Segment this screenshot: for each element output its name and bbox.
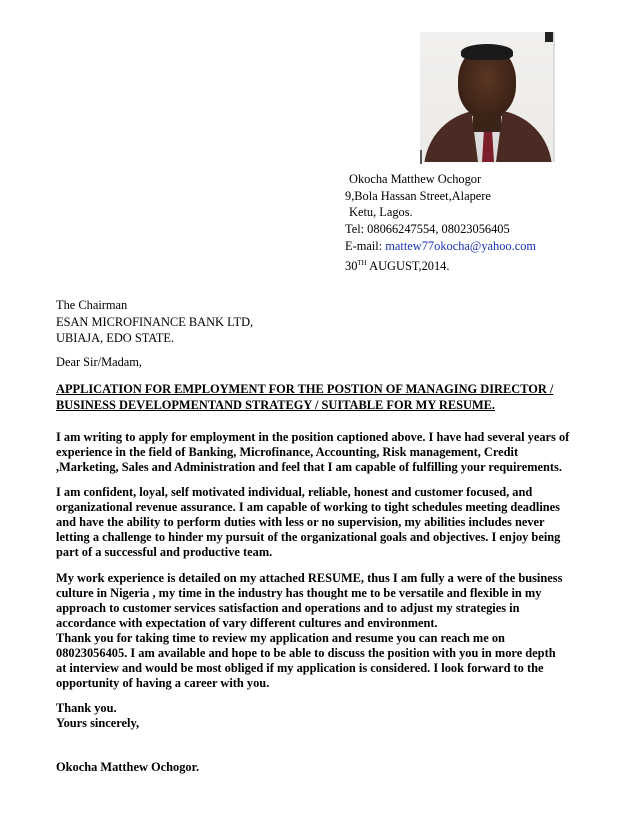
paragraph-qualities <box>56 485 596 560</box>
paragraph-line: letting a challenge to hinder my pursuit of the organizational goals and objectives. I enjoy being <box>56 530 561 544</box>
paragraph-intro <box>56 430 596 475</box>
email-link[interactable]: mattew77okocha@yahoo.com <box>385 238 537 253</box>
paragraph-line: part of a successful and productive team. <box>56 545 273 559</box>
subject-line: BUSINESS DEVELOPMENTAND STRATEGY / SUITABLE FOR MY RESUME. <box>56 398 496 412</box>
sender-name: Okocha Matthew Ochogor <box>349 172 482 186</box>
paragraph-line: approach to customer services satisfaction and operations and to adjust my strategies in <box>56 601 520 615</box>
subject-line: APPLICATION FOR EMPLOYMENT FOR THE POSTION OF MANAGING DIRECTOR / <box>56 382 554 396</box>
paragraph-line: I am confident, loyal, self motivated individual, reliable, honest and customer focused, and <box>56 485 533 499</box>
sender-tel: Tel: 08066247554, 08023056405 <box>345 222 510 237</box>
date-day: 30 <box>345 258 358 273</box>
subject-heading <box>56 381 591 413</box>
sender-email-line <box>345 238 536 255</box>
paragraph-line: culture in Nigeria , my time in the industry has thought me to be versatile and flexible in my <box>56 586 542 600</box>
paragraph-line: I am writing to apply for employment in the position captioned above. I have had several years of <box>56 430 570 444</box>
paragraph-line: opportunity of having a career with you. <box>56 676 270 690</box>
photo-hair <box>461 44 513 60</box>
paragraph-line: ,Marketing, Sales and Administration and feel that I am capable of fulfilling your requirements. <box>56 460 562 474</box>
letter-date <box>345 255 536 275</box>
recipient-line: ESAN MICROFINANCE BANK LTD, <box>56 314 254 329</box>
closing-thanks: Thank you. <box>56 701 117 715</box>
closing-block <box>56 701 596 731</box>
signature-name: Okocha Matthew Ochogor. <box>56 760 200 774</box>
email-label: E-mail: <box>345 238 386 253</box>
paragraph-line: organizational revenue assurance. I am capable of working to tight schedules meeting deadlines <box>56 500 560 514</box>
paragraph-line: and have the ability to perform duties with less or no supervision, my abilities includes never <box>56 515 545 529</box>
paragraph-line: accordance with expectation of vary different cultures and environment. <box>56 616 438 630</box>
paragraph-line: Thank you for taking time to review my application and resume you can reach me on <box>56 631 505 645</box>
photo-edge-mark <box>420 150 422 164</box>
sender-address <box>345 171 536 274</box>
sender-street: 9,Bola Hassan Street,Alapere <box>345 188 491 203</box>
recipient-line: UBIAJA, EDO STATE. <box>56 331 175 345</box>
date-suffix: TH <box>357 258 367 267</box>
paragraph-line: My work experience is detailed on my attached RESUME, thus I am fully a were of the business <box>56 571 563 585</box>
sender-city: Ketu, Lagos. <box>349 205 413 220</box>
paragraph-experience <box>56 571 596 691</box>
paragraph-line: 08023056405. I am available and hope to be able to discuss the position with you in more depth <box>56 646 556 660</box>
recipient-address <box>56 297 253 347</box>
photo-corner <box>545 32 553 42</box>
recipient-line: The Chairman <box>56 298 128 312</box>
signature <box>56 760 596 775</box>
paragraph-line: at interview and would be most obliged if my application is considered. I look forward to the <box>56 661 544 675</box>
paragraph-line: experience in the field of Banking, Microfinance, Accounting, Risk management, Credit <box>56 445 519 459</box>
date-rest: AUGUST,2014. <box>366 258 450 273</box>
applicant-photo <box>420 32 555 162</box>
salutation: Dear Sir/Madam, <box>56 355 143 369</box>
closing-signoff: Yours sincerely, <box>56 716 140 730</box>
